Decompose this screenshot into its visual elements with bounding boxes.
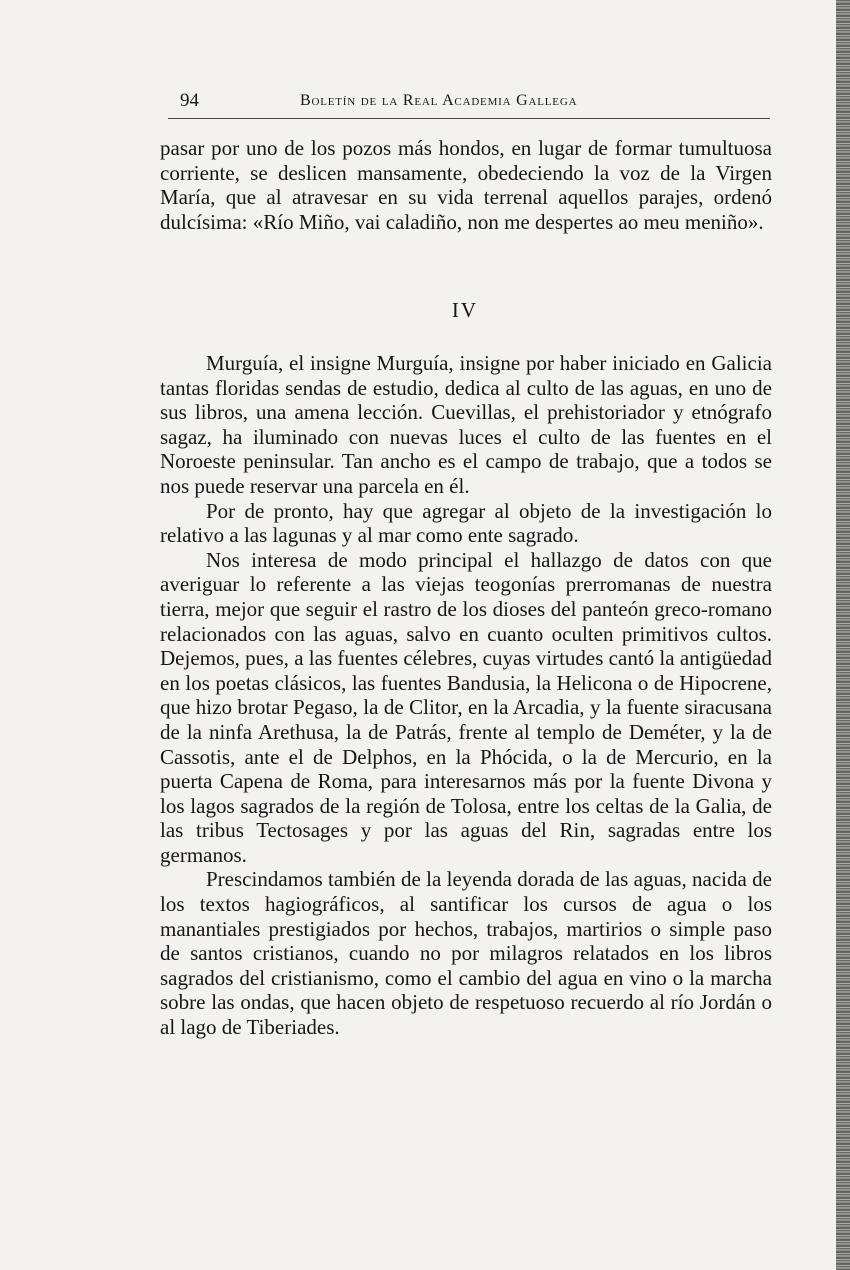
page-number: 94 xyxy=(180,90,199,111)
paragraph-leyenda-dorada: Prescindamos también de la leyenda dorada de las aguas, nacida de los textos hagiográficos, al santificar los cursos de agua o los manantiales prestigiados por hechos, trabajos, martirios o simple paso de santos cristianos, cuando no por milagros relatados en los libros sagrados del cristianismo, como el cambio del agua en vino o la marcha sobre las ondas, que hacen objeto de respetuoso recuerdo al río Jordán o al lago de Tiberiades. xyxy=(160,867,772,1040)
section-heading: IV xyxy=(451,298,479,322)
running-header xyxy=(168,88,770,119)
running-title: Boletín de la Real Academia Gallega xyxy=(300,92,578,109)
paragraph-teogonias: Nos interesa de modo principal el hallazgo de datos con que averiguar lo referente a las viejas teogonías prerromanas de nuestra tierra, mejor que seguir el rastro de los dioses del panteón greco-romano relacionados con las aguas, salvo en cuanto oculten primitivos cultos. Dejemos, pues, a las fuentes célebres, cuyas virtudes cantó la antigüedad en los poetas clásicos, las fuentes Bandusia, la Helicona o de Hipocrene, que hizo brotar Pegaso, la de Clitor, en la Arcadia, y la fuente siracusana de la ninfa Arethusa, la de Patrás, frente al templo de Deméter, y la de Cassotis, ante el de Delphos, en la Phócida, o la de Mercurio, en la puerta Capena de Roma, para interesarnos más por la fuente Divona y los lagos sagrados de la región de Tolosa, entre los celtas de la Galia, de las tribus Tectosages y por las aguas del Rin, sagradas entre los germanos. xyxy=(160,547,772,867)
continuation-paragraph-block xyxy=(160,136,772,234)
paragraph-lagunas: Por de pronto, hay que agregar al objeto de la investigación lo relativo a las lagunas y al mar como ente sagrado. xyxy=(160,498,772,548)
continuation-paragraph: pasar por uno de los pozos más hondos, en lugar de formar tumultuosa corriente, se deslicen mansamente, obedeciendo la voz de la Virgen María, que al atravesar en su vida terrenal aquellos parajes, ordenó dulcísima: «Río Miño, vai caladiño, non me despertes ao meu meniño». xyxy=(160,136,772,234)
section-body xyxy=(160,351,772,1040)
scanned-page-edge xyxy=(836,0,850,1270)
paragraph-murguia: Murguía, el insigne Murguía, insigne por haber iniciado en Galicia tantas floridas sendas de estudio, dedica al culto de las aguas, en uno de sus libros, una amena lección. Cuevillas, el prehistoriador y etnógrafo sagaz, ha iluminado con nuevas luces el culto de las fuentes en el Noroeste peninsular. Tan ancho es el campo de trabajo, que a todos se nos puede reservar una parcela en él. xyxy=(160,351,772,498)
